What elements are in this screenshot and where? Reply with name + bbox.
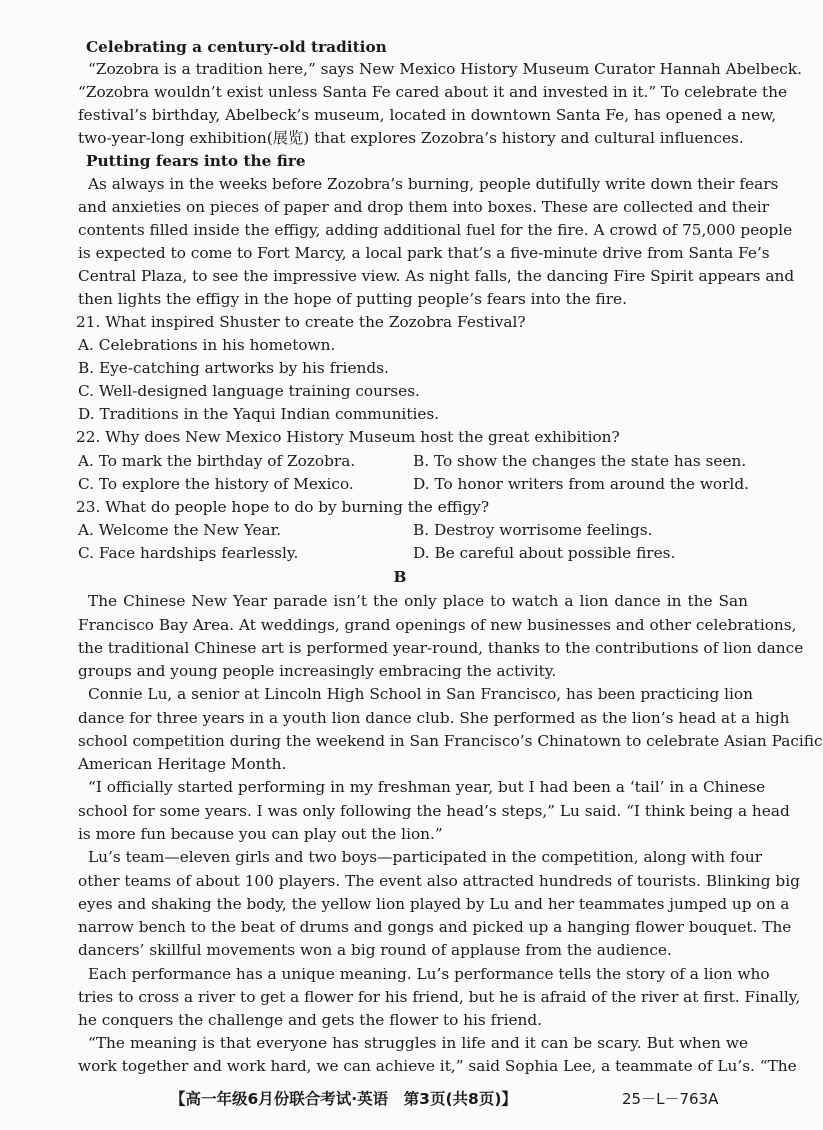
option-22-c: C. To explore the history of Mexico. xyxy=(78,475,354,493)
text-line: Francisco Bay Area. At weddings, grand openings of new businesses and other celebrations, xyxy=(78,616,797,634)
option-21-a: A. Celebrations in his hometown. xyxy=(78,336,336,354)
text-line: American Heritage Month. xyxy=(78,755,287,773)
text-line: The Chinese New Year parade isn’t the only place to watch a lion dance in the San xyxy=(88,592,748,610)
text-line: “Zozobra wouldn’t exist unless Santa Fe cared about it and invested in it.” To celebrate the xyxy=(78,83,788,101)
text-line: groups and young people increasingly embracing the activity. xyxy=(78,662,557,680)
text-line: school competition during the weekend in San Francisco’s Chinatown to celebrate Asian Pacific xyxy=(78,732,823,750)
text-line: narrow bench to the beat of drums and gongs and picked up a hanging flower bouquet. The xyxy=(78,918,792,936)
option-22-b: B. To show the changes the state has seen. xyxy=(413,452,747,470)
text-line: Connie Lu, a senior at Lincoln High School in San Francisco, has been practicing lion xyxy=(88,685,753,703)
option-21-d: D. Traditions in the Yaqui Indian communities. xyxy=(78,405,440,423)
option-23-a: A. Welcome the New Year. xyxy=(78,521,282,539)
text-line: work together and work hard, we can achieve it,” said Sophia Lee, a teammate of Lu’s. “The xyxy=(78,1057,797,1075)
option-23-b: B. Destroy worrisome feelings. xyxy=(413,521,653,539)
option-22-d: D. To honor writers from around the world. xyxy=(413,475,749,493)
option-21-c: C. Well-designed language training courses. xyxy=(78,382,420,400)
option-23-d: D. Be careful about possible fires. xyxy=(413,544,676,562)
text-line: and anxieties on pieces of paper and drop them into boxes. These are collected and their xyxy=(78,198,770,216)
text-line: As always in the weeks before Zozobra’s burning, people dutifully write down their fears xyxy=(88,175,779,193)
text-line: Each performance has a unique meaning. Lu’s performance tells the story of a lion who xyxy=(88,965,770,983)
text-line: eyes and shaking the body, the yellow lion played by Lu and her teammates jumped up on a xyxy=(78,895,790,913)
text-line: “I officially started performing in my freshman year, but I had been a ‘tail’ in a Chinese xyxy=(88,778,766,796)
text-line: “Zozobra is a tradition here,” says New Mexico History Museum Curator Hannah Abelbeck. xyxy=(88,60,802,78)
question-23: 23. What do people hope to do by burning the effigy? xyxy=(76,498,490,516)
option-22-a: A. To mark the birthday of Zozobra. xyxy=(78,452,356,470)
text-line: is more fun because you can play out the lion.” xyxy=(78,825,443,843)
question-22: 22. Why does New Mexico History Museum host the great exhibition? xyxy=(76,428,620,446)
text-line: he conquers the challenge and gets the flower to his friend. xyxy=(78,1011,543,1029)
text-line: the traditional Chinese art is performed year-round, thanks to the contributions of lion dance xyxy=(78,639,804,657)
section-heading: Celebrating a century-old tradition xyxy=(86,38,387,56)
text-line: tries to cross a river to get a flower for his friend, but he is afraid of the river at first. Finally, xyxy=(78,988,801,1006)
question-21: 21. What inspired Shuster to create the Zozobra Festival? xyxy=(76,313,526,331)
page-footer: 【高一年级6月份联合考试·英语 第3页(共8页)】 xyxy=(170,1090,517,1108)
option-21-b: B. Eye-catching artworks by his friends. xyxy=(78,359,389,377)
text-line: dance for three years in a youth lion dance club. She performed as the lion’s head at a high xyxy=(78,709,790,727)
exam-code: 25－L－763A xyxy=(622,1090,719,1108)
text-line: contents filled inside the effigy, adding additional fuel for the fire. A crowd of 75,000 people xyxy=(78,221,793,239)
text-line: Central Plaza, to see the impressive view. As night falls, the dancing Fire Spirit appears and xyxy=(78,267,795,285)
text-line: festival’s birthday, Abelbeck’s museum, located in downtown Santa Fe, has opened a new, xyxy=(78,106,777,124)
section-letter: B xyxy=(393,568,407,586)
text-line: is expected to come to Fort Marcy, a local park that’s a five-minute drive from Santa Fe’s xyxy=(78,244,770,262)
text-line: Lu’s team—eleven girls and two boys—participated in the competition, along with four xyxy=(88,848,763,866)
text-line: “The meaning is that everyone has struggles in life and it can be scary. But when we xyxy=(88,1034,748,1052)
text-line: school for some years. I was only following the head’s steps,” Lu said. “I think being a head xyxy=(78,802,790,820)
section-heading: Putting fears into the fire xyxy=(86,152,306,170)
text-line: two-year-long exhibition(展览) that explores Zozobra’s history and cultural influences. xyxy=(78,129,744,147)
text-line: then lights the effigy in the hope of putting people’s fears into the fire. xyxy=(78,290,627,308)
text-line: dancers’ skillful movements won a big round of applause from the audience. xyxy=(78,941,672,959)
option-23-c: C. Face hardships fearlessly. xyxy=(78,544,299,562)
text-line: other teams of about 100 players. The event also attracted hundreds of tourists. Blinking big xyxy=(78,872,800,890)
